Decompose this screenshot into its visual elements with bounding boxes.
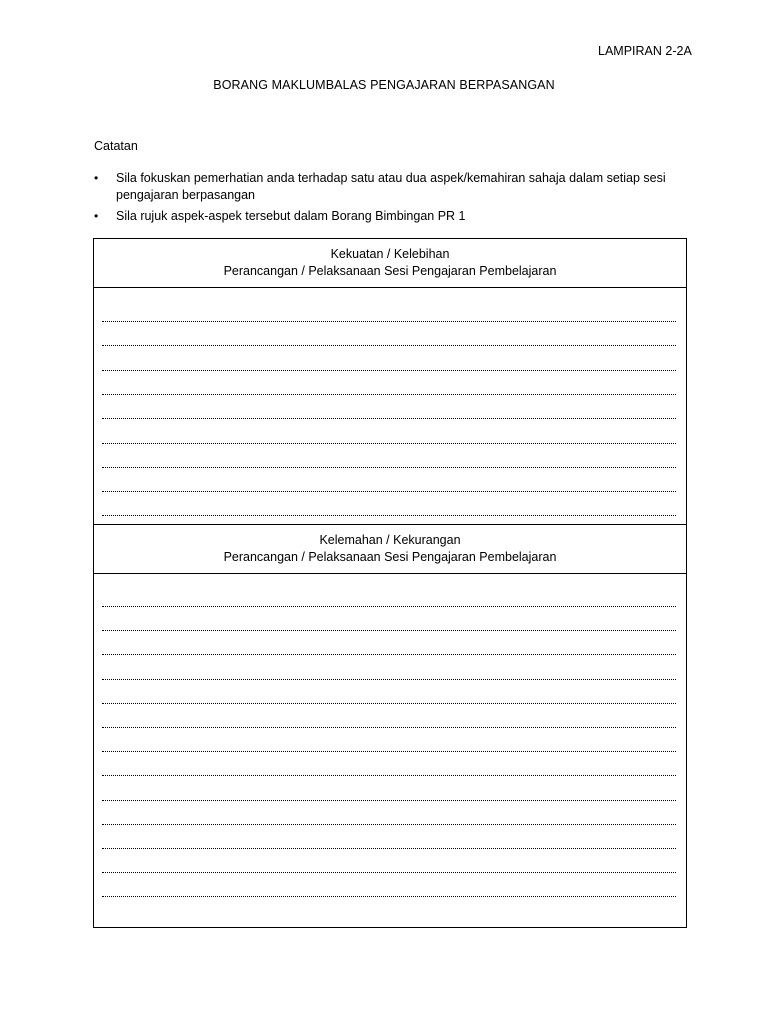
list-item bbox=[94, 208, 694, 225]
appendix-label: LAMPIRAN 2-2A bbox=[598, 44, 692, 58]
strengths-header bbox=[94, 239, 686, 288]
dotted-answer-line bbox=[102, 515, 676, 516]
dotted-answer-line bbox=[102, 800, 676, 801]
dotted-answer-line bbox=[102, 896, 676, 897]
dotted-answer-line bbox=[102, 703, 676, 704]
dotted-answer-line bbox=[102, 394, 676, 395]
weaknesses-heading: Kelemahan / Kekurangan bbox=[319, 533, 461, 547]
strengths-section bbox=[93, 238, 687, 525]
weaknesses-header bbox=[94, 525, 686, 574]
dotted-answer-line bbox=[102, 467, 676, 468]
list-item bbox=[94, 170, 694, 204]
notes-list bbox=[94, 170, 694, 229]
dotted-answer-line bbox=[102, 679, 676, 680]
dotted-answer-line bbox=[102, 848, 676, 849]
weaknesses-subheading: Perancangan / Pelaksanaan Sesi Pengajaran Pembelajaran bbox=[223, 550, 557, 564]
strengths-subheading: Perancangan / Pelaksanaan Sesi Pengajaran Pembelajaran bbox=[223, 264, 557, 278]
dotted-answer-line bbox=[102, 443, 676, 444]
dotted-answer-line bbox=[102, 775, 676, 776]
dotted-answer-line bbox=[102, 321, 676, 322]
notes-heading: Catatan bbox=[94, 139, 138, 153]
bullet-icon: • bbox=[94, 209, 99, 223]
bullet-icon: • bbox=[94, 171, 99, 185]
strengths-heading: Kekuatan / Kelebihan bbox=[330, 247, 450, 261]
dotted-answer-line bbox=[102, 751, 676, 752]
dotted-answer-line bbox=[102, 630, 676, 631]
dotted-answer-line bbox=[102, 606, 676, 607]
dotted-answer-line bbox=[102, 370, 676, 371]
dotted-answer-line bbox=[102, 824, 676, 825]
weaknesses-section bbox=[93, 524, 687, 928]
dotted-answer-line bbox=[102, 491, 676, 492]
dotted-answer-line bbox=[102, 418, 676, 419]
dotted-answer-line bbox=[102, 654, 676, 655]
dotted-answer-line bbox=[102, 345, 676, 346]
note-text: Sila fokuskan pemerhatian anda terhadap satu atau dua aspek/kemahiran sahaja dalam setiap sesi pengajaran berpasangan bbox=[116, 171, 666, 202]
dotted-answer-line bbox=[102, 872, 676, 873]
form-title: BORANG MAKLUMBALAS PENGAJARAN BERPASANGAN bbox=[213, 78, 555, 92]
note-text: Sila rujuk aspek-aspek tersebut dalam Borang Bimbingan PR 1 bbox=[116, 209, 466, 223]
dotted-answer-line bbox=[102, 727, 676, 728]
